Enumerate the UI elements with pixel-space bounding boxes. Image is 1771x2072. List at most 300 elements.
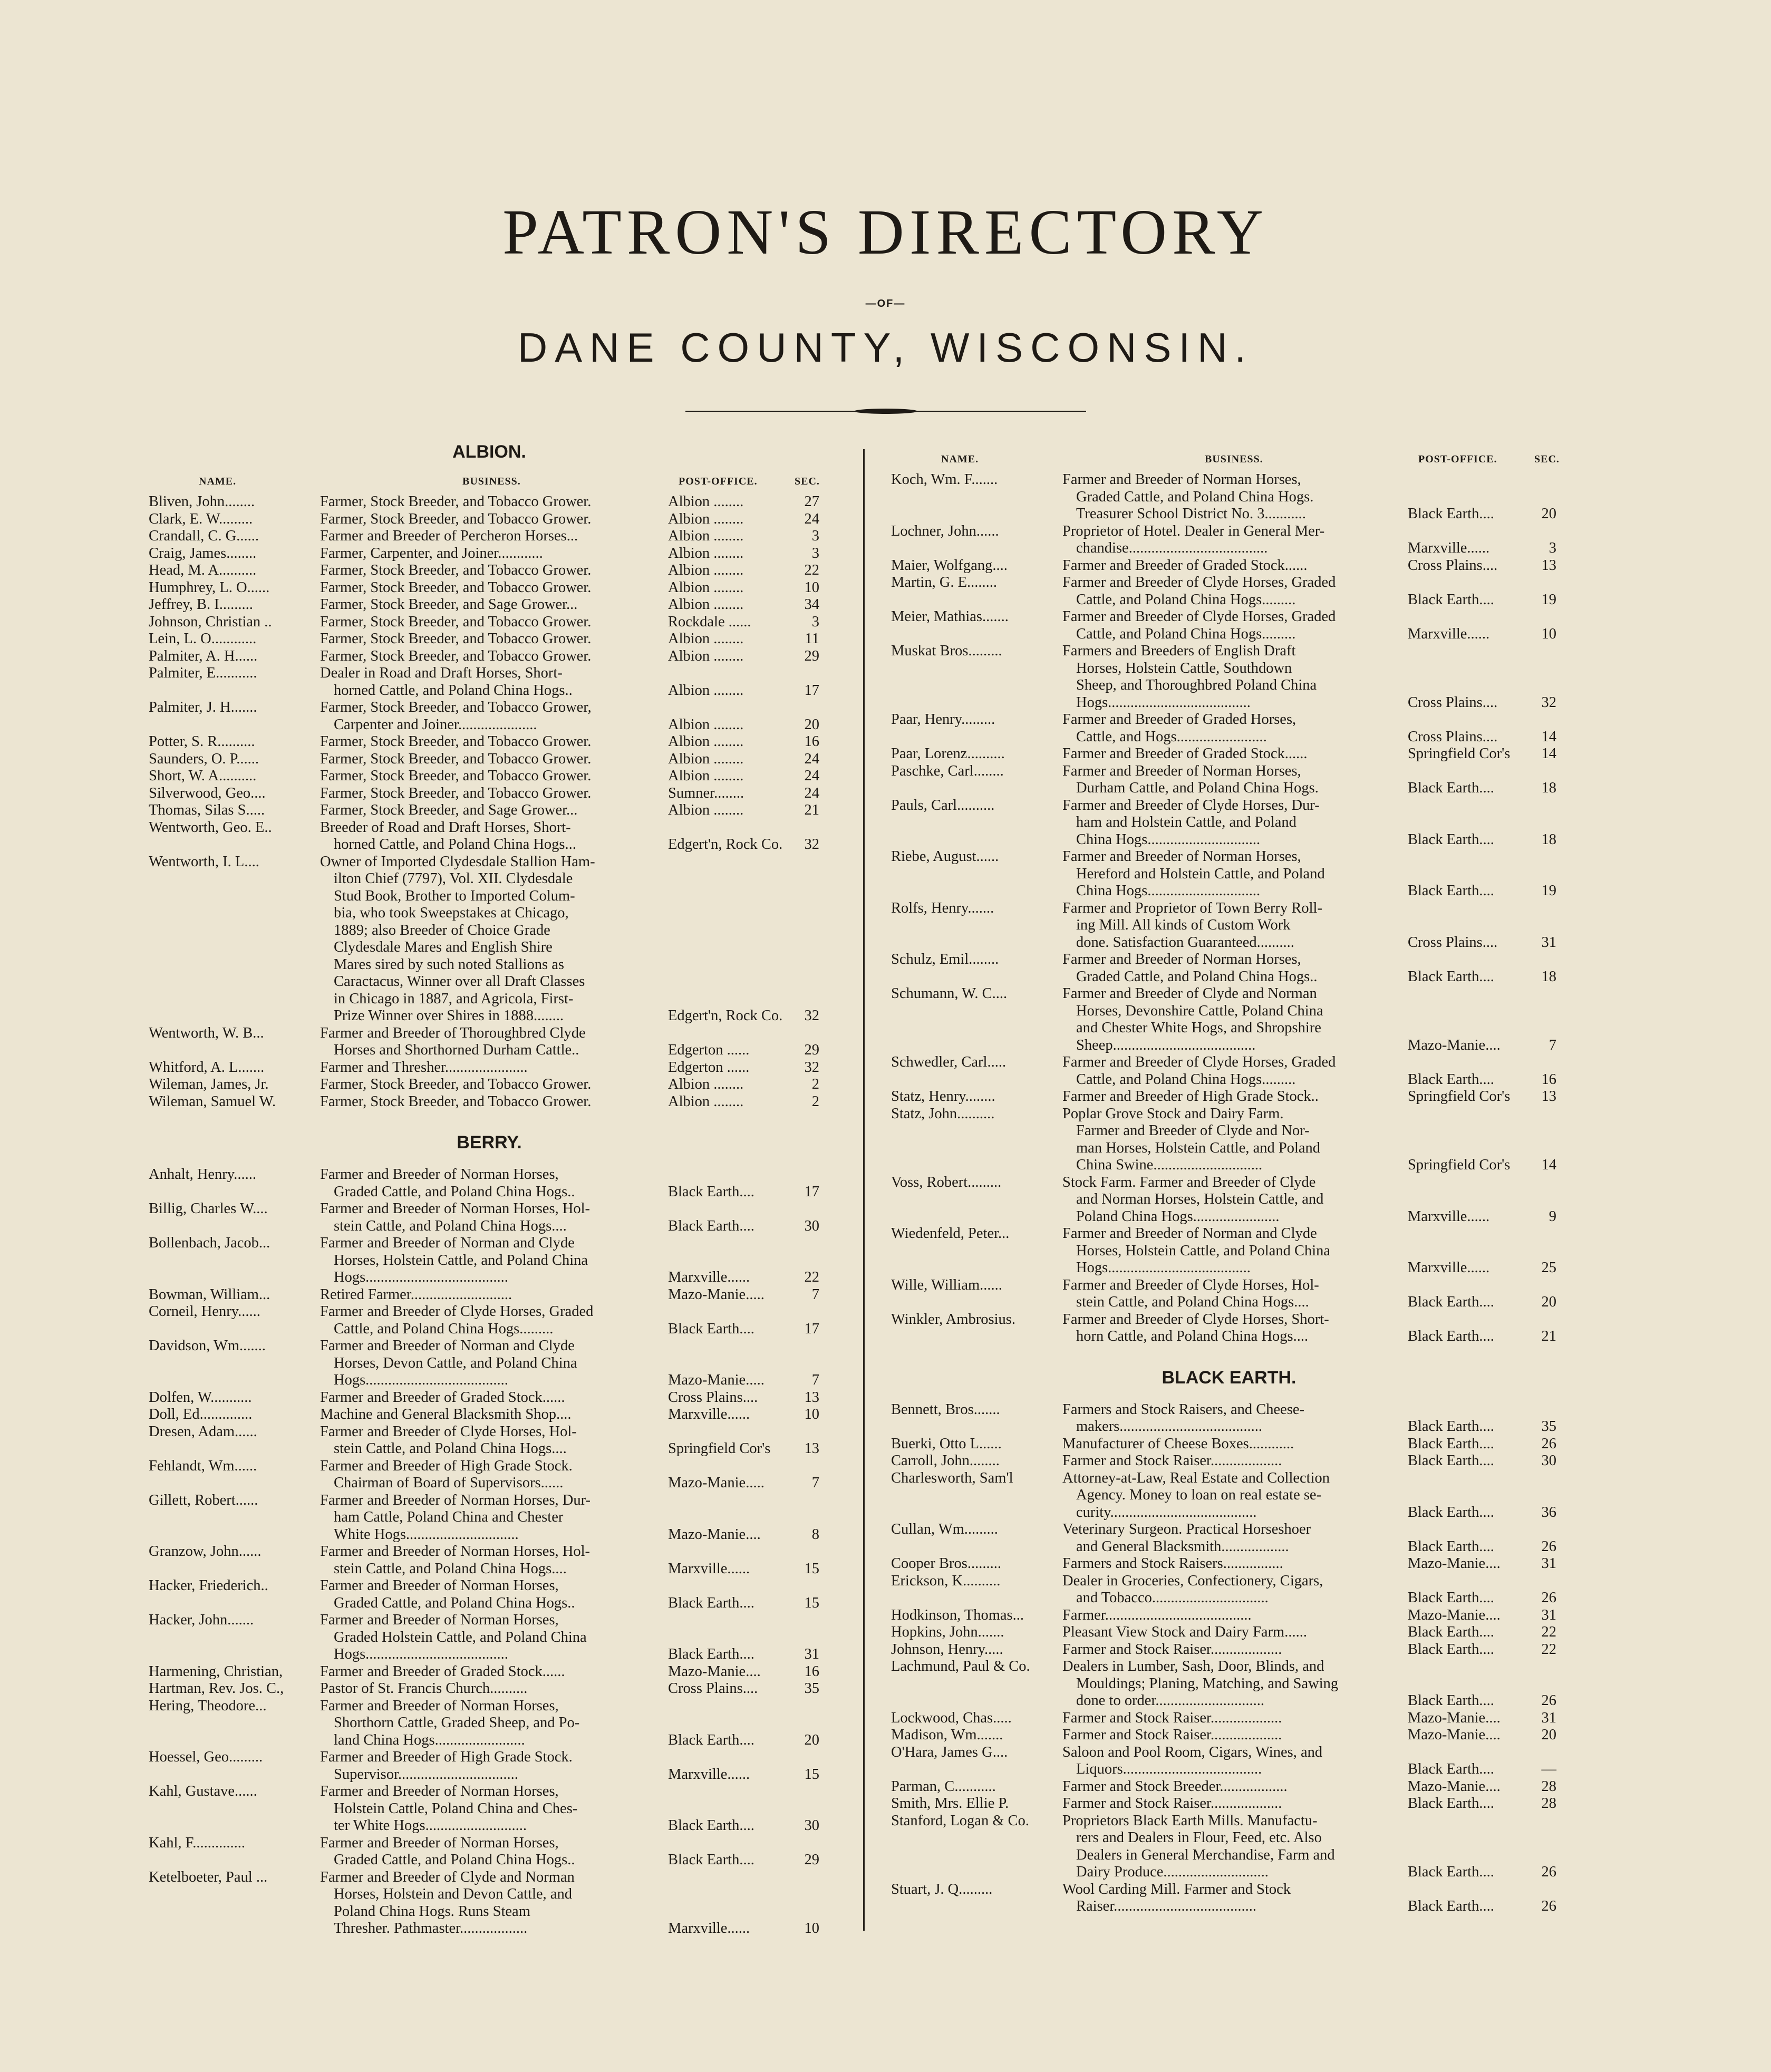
header-business: BUSINESS. — [462, 476, 521, 487]
business-line: Proprietors Black Earth Mills. Manufactu- — [1062, 1812, 1318, 1829]
patron-name: Wentworth, W. B... — [149, 1024, 264, 1041]
ornamental-rule — [685, 408, 1086, 414]
business-line: Holstein Cattle, Poland China and Ches- — [334, 1800, 578, 1817]
business-description — [1062, 1174, 1402, 1226]
directory-entry — [891, 1573, 1567, 1607]
post-office: Mazo-Manie.... — [1408, 1709, 1501, 1726]
business-description — [1062, 1710, 1402, 1727]
business-line: Farmer and Breeder of High Grade Stock. — [320, 1749, 573, 1765]
patron-name: Davidson, Wm....... — [149, 1338, 266, 1354]
business-line: Mares sired by such noted Stallions as — [334, 956, 564, 973]
patron-name: Cullan, Wm......... — [891, 1521, 998, 1537]
directory-entry — [891, 1813, 1567, 1881]
patron-name: Bowman, William... — [149, 1286, 270, 1303]
patron-name: Doll, Ed.............. — [149, 1406, 253, 1422]
business-description — [320, 648, 663, 665]
patron-name: Buerki, Otto L...... — [891, 1435, 1002, 1452]
directory-entry — [891, 1436, 1567, 1453]
left-column — [149, 443, 830, 1938]
patron-name: Humphrey, L. O...... — [149, 579, 270, 596]
business-line: Durham Cattle, and Poland China Hogs. — [1076, 780, 1319, 796]
patron-name: Hartman, Rev. Jos. C., — [149, 1680, 284, 1697]
business-line: Horses, Holstein Cattle, Southdown — [1076, 660, 1292, 676]
section-number: 27 — [804, 493, 819, 510]
section-number: 20 — [804, 1731, 819, 1748]
post-office: Black Earth.... — [1408, 1071, 1494, 1088]
header-name: NAME. — [941, 453, 979, 465]
section-number: 20 — [1541, 1727, 1556, 1743]
business-description — [320, 631, 663, 648]
post-office: Mazo-Manie.... — [1408, 1778, 1501, 1795]
section-gap — [891, 1345, 1567, 1369]
section-title: BERRY. — [457, 1132, 522, 1153]
directory-entry — [149, 1338, 830, 1389]
business-line: Farmer and Proprietor of Town Berry Roll- — [1062, 899, 1322, 916]
post-office: Cross Plains.... — [668, 1680, 758, 1697]
directory-entry — [149, 1663, 830, 1681]
section-number: 18 — [1541, 968, 1556, 985]
business-line: Farmer and Breeder of Norman Horses, — [320, 1577, 559, 1594]
business-line: and Norman Horses, Holstein Cattle, and — [1076, 1191, 1324, 1207]
patron-name: Crandall, C. G...... — [149, 528, 259, 544]
directory-entry — [891, 1795, 1567, 1813]
business-line: Farmer and Breeder of Norman Horses, Dur- — [320, 1492, 591, 1508]
post-office: Black Earth.... — [668, 1731, 754, 1748]
post-office: Springfield Cor's — [668, 1440, 771, 1457]
business-line: Farmer, Stock Breeder, and Tobacco Grower. — [320, 785, 592, 801]
business-line: Farmer and Breeder of Norman Horses, — [320, 1834, 559, 1851]
business-line: Farmer and Breeder of Norman Horses, — [1062, 762, 1301, 779]
post-office: Marxville...... — [1408, 540, 1490, 556]
section-number: 22 — [804, 562, 819, 578]
patron-name: Silverwood, Geo.... — [149, 785, 266, 801]
section-number: 22 — [1541, 1624, 1556, 1640]
section-number: 3 — [811, 613, 819, 630]
directory-entry — [149, 545, 830, 563]
business-line: Farmer and Breeder of Norman Horses, — [320, 1612, 559, 1628]
post-office: Black Earth.... — [1408, 968, 1494, 985]
business-line: Farmer and Breeder of Norman Horses, — [320, 1166, 559, 1183]
patron-name: Billig, Charles W.... — [149, 1200, 268, 1217]
business-line: Farmer, Stock Breeder, and Sage Grower... — [320, 596, 578, 613]
patron-name: Stanford, Logan & Co. — [891, 1812, 1030, 1829]
directory-entry — [891, 1277, 1567, 1311]
directory-entry — [149, 631, 830, 648]
business-line: Manufacturer of Cheese Boxes............ — [1062, 1435, 1294, 1452]
patron-name: Erickson, K.......... — [891, 1572, 1001, 1589]
business-description — [320, 1424, 663, 1458]
directory-entry — [149, 1235, 830, 1286]
business-description — [320, 1059, 663, 1077]
section-number: 16 — [804, 1663, 819, 1680]
business-line: Farmer and Breeder of Percheron Horses... — [320, 528, 578, 544]
business-line: man Horses, Holstein Cattle, and Poland — [1076, 1139, 1321, 1156]
directory-entry — [891, 1401, 1567, 1436]
business-description — [320, 1835, 663, 1869]
patron-name: Lockwood, Chas..... — [891, 1709, 1012, 1726]
section-number: 36 — [1541, 1504, 1556, 1521]
patron-name: Ketelboeter, Paul ... — [149, 1868, 268, 1885]
directory-entry — [149, 1612, 830, 1663]
business-line: Caractacus, Winner over all Draft Classes — [334, 973, 585, 990]
business-description — [320, 1663, 663, 1681]
business-description — [320, 1389, 663, 1407]
business-line: Farmer and Breeder of Norman Horses, — [1062, 848, 1301, 865]
section-number: 35 — [804, 1680, 819, 1697]
section-number: 29 — [804, 1852, 819, 1868]
column-headers — [891, 453, 1567, 471]
post-office: Black Earth.... — [1408, 1624, 1494, 1640]
business-line: Farmer, Stock Breeder, and Tobacco Grower, — [320, 699, 592, 715]
section-number: 31 — [1541, 934, 1556, 951]
business-description — [320, 1025, 663, 1059]
post-office: Marxville...... — [668, 1766, 750, 1783]
section-title: BLACK EARTH. — [1162, 1367, 1296, 1388]
business-description — [1062, 1555, 1402, 1573]
business-description — [1062, 1106, 1402, 1174]
business-line: Sheep, and Thoroughbred Poland China — [1076, 677, 1317, 693]
post-office: Albion ........ — [668, 493, 744, 510]
business-line: Poplar Grove Stock and Dairy Farm. — [1062, 1105, 1284, 1122]
business-line: Dairy Produce............................ — [1076, 1864, 1269, 1880]
patron-name: Bollenbach, Jacob... — [149, 1235, 270, 1251]
business-line: Poland China Hogs. Runs Steam — [334, 1903, 530, 1920]
directory-entry — [149, 579, 830, 597]
business-description — [320, 1166, 663, 1200]
business-line: Hereford and Holstein Cattle, and Poland — [1076, 865, 1325, 882]
business-line: horn Cattle, and Poland China Hogs.... — [1076, 1328, 1309, 1344]
business-line: done to order............................. — [1076, 1692, 1265, 1709]
business-description — [1062, 1088, 1402, 1106]
page-subtitle: DANE COUNTY, WISCONSIN. — [517, 324, 1254, 371]
post-office: Springfield Cor's — [1408, 1157, 1511, 1173]
patron-name: Paschke, Carl........ — [891, 762, 1004, 779]
business-line: Farmer, Stock Breeder, and Tobacco Grower. — [320, 768, 592, 784]
patron-name: O'Hara, James G.... — [891, 1744, 1008, 1760]
directory-entry — [891, 711, 1567, 745]
patron-name: Lein, L. O............ — [149, 631, 257, 647]
post-office: Mazo-Manie.... — [668, 1526, 761, 1543]
post-office: Mazo-Manie.... — [1408, 1727, 1501, 1743]
post-office: Black Earth.... — [1408, 506, 1494, 522]
business-line: Carpenter and Joiner..................... — [334, 716, 537, 733]
post-office: Cross Plains.... — [668, 1389, 758, 1406]
directory-entry — [149, 1166, 830, 1200]
business-line: Graded Cattle, and Poland China Hogs. — [1076, 488, 1314, 505]
business-line: Graded Cattle, and Poland China Hogs.. — [334, 1183, 575, 1200]
patron-name: Schumann, W. C.... — [891, 985, 1008, 1002]
business-line: Hogs...................................... — [1076, 694, 1251, 711]
business-line: ham Cattle, Poland China and Chester — [334, 1509, 564, 1525]
business-description — [320, 528, 663, 545]
directory-entry — [149, 1869, 830, 1938]
patron-name: Wileman, Samuel W. — [149, 1093, 276, 1110]
section-number: 15 — [804, 1560, 819, 1577]
patron-name: Statz, Henry........ — [891, 1088, 995, 1105]
patron-name: Koch, Wm. F....... — [891, 471, 998, 488]
business-line: Hogs...................................... — [334, 1372, 508, 1388]
post-office: Black Earth.... — [1408, 1795, 1494, 1812]
business-line: makers...................................... — [1076, 1418, 1263, 1435]
business-description — [1062, 1607, 1402, 1624]
patron-name: Saunders, O. P...... — [149, 750, 259, 767]
section-number: 20 — [804, 716, 819, 733]
business-line: Treasurer School District No. 3........... — [1076, 506, 1306, 522]
business-description — [320, 1612, 663, 1663]
business-description — [320, 785, 663, 802]
directory-entry — [891, 797, 1567, 849]
business-description — [1062, 643, 1402, 711]
section-number: 10 — [804, 1406, 819, 1422]
patron-name: Martin, G. E........ — [891, 574, 998, 590]
business-description — [320, 1698, 663, 1749]
business-description — [1062, 1795, 1402, 1813]
post-office: Albion ........ — [668, 510, 744, 527]
post-office: Black Earth.... — [1408, 780, 1494, 796]
section-number: 32 — [1541, 694, 1556, 711]
patron-name: Head, M. A.......... — [149, 562, 257, 578]
business-line: horned Cattle, and Poland China Hogs.. — [334, 682, 573, 699]
business-line: Farmer and Breeder of Norman Horses, — [320, 1783, 559, 1799]
directory-entry — [149, 751, 830, 768]
directory-entry — [891, 985, 1567, 1054]
patron-name: Lachmund, Paul & Co. — [891, 1658, 1030, 1674]
section-number: 26 — [1541, 1898, 1556, 1914]
business-line: Farmer and Breeder of Norman and Clyde — [320, 1235, 575, 1251]
post-office: Cross Plains.... — [1408, 934, 1498, 951]
section-number: 16 — [804, 733, 819, 750]
directory-entry — [891, 523, 1567, 557]
business-description — [320, 1200, 663, 1235]
patron-name: Pauls, Carl.......... — [891, 797, 995, 814]
section-number: 7 — [1549, 1037, 1556, 1053]
business-description — [1062, 711, 1402, 745]
business-line: Farmer, Stock Breeder, and Tobacco Grower. — [320, 647, 592, 664]
business-description — [320, 1338, 663, 1389]
business-description — [1062, 1624, 1402, 1641]
patron-name: Riebe, August...... — [891, 848, 999, 865]
post-office: Sumner........ — [668, 785, 744, 801]
business-line: Chairman of Board of Supervisors...... — [334, 1475, 564, 1491]
patron-name: Anhalt, Henry...... — [149, 1166, 256, 1183]
section-number: 26 — [1541, 1435, 1556, 1452]
business-line: White Hogs.............................. — [334, 1526, 519, 1543]
business-line: Farmer and Breeder of Norman and Clyde — [320, 1338, 575, 1354]
business-line: Farmer and Breeder of Thoroughbred Clyde — [320, 1024, 586, 1041]
business-line: Farmer and Breeder of Norman and Clyde — [1062, 1225, 1317, 1242]
post-office: Mazo-Manie.... — [668, 1663, 761, 1680]
directory-entry — [149, 1059, 830, 1077]
business-description — [320, 579, 663, 597]
section-number: 9 — [1549, 1208, 1556, 1225]
post-office: Albion ........ — [668, 802, 744, 818]
patron-name: Jeffrey, B. I......... — [149, 596, 253, 613]
directory-entry — [149, 819, 830, 854]
business-line: 1889; also Breeder of Choice Grade — [334, 922, 550, 938]
business-description — [1062, 1054, 1402, 1088]
business-description — [320, 1783, 663, 1835]
section-number: 29 — [804, 647, 819, 664]
business-line: Farmer and Breeder of Graded Stock...... — [1062, 745, 1308, 762]
patron-name: Bennett, Bros....... — [891, 1401, 1000, 1418]
business-description — [1062, 557, 1402, 575]
business-line: stein Cattle, and Poland China Hogs.... — [1076, 1294, 1309, 1310]
business-line: in Chicago in 1887, and Agricola, First- — [334, 990, 574, 1007]
directory-entry — [891, 745, 1567, 763]
business-line: Farmers and Breeders of English Draft — [1062, 643, 1296, 659]
business-line: Saloon and Pool Room, Cigars, Wines, and — [1062, 1744, 1323, 1760]
directory-entry — [149, 493, 830, 511]
patron-name: Wille, William...... — [891, 1276, 1002, 1293]
section-number: 2 — [811, 1093, 819, 1110]
business-description — [320, 1458, 663, 1492]
directory-entry — [891, 1311, 1567, 1345]
business-line: Dealers in Lumber, Sash, Door, Blinds, and — [1062, 1658, 1324, 1674]
patron-name: Kahl, Gustave...... — [149, 1783, 257, 1799]
section-number: 19 — [1541, 883, 1556, 899]
business-line: Farmer and Stock Raiser................... — [1062, 1727, 1282, 1743]
business-line: and Tobacco............................... — [1076, 1590, 1269, 1606]
header-business: BUSINESS. — [1205, 453, 1263, 465]
post-office: Mazo-Manie.... — [1408, 1606, 1501, 1623]
directory-entry — [149, 511, 830, 528]
section-number: 18 — [1541, 780, 1556, 796]
patron-name: Palmiter, A. H...... — [149, 647, 258, 664]
business-line: Machine and General Blacksmith Shop.... — [320, 1406, 572, 1422]
title-connector: —OF— — [865, 298, 906, 309]
section-number: 24 — [804, 785, 819, 801]
business-line: Farmer and Thresher...................... — [320, 1059, 528, 1076]
patron-name: Paar, Lorenz.......... — [891, 745, 1005, 762]
directory-entry — [149, 768, 830, 785]
business-line: Horses, Holstein Cattle, and Poland China — [334, 1252, 588, 1269]
post-office: Black Earth.... — [668, 1217, 754, 1234]
post-office: Marxville...... — [1408, 1260, 1490, 1276]
directory-entry — [149, 648, 830, 665]
section-number: 29 — [804, 1042, 819, 1058]
business-line: Farmer and Breeder of Clyde Horses, Hol- — [1062, 1276, 1319, 1293]
section-number: 28 — [1541, 1778, 1556, 1795]
patron-name: Rolfs, Henry....... — [891, 899, 994, 916]
patron-name: Wentworth, Geo. E.. — [149, 819, 272, 836]
section-spacer — [891, 443, 1567, 453]
patron-name: Voss, Robert......... — [891, 1174, 1002, 1190]
post-office: Black Earth.... — [1408, 1864, 1494, 1880]
directory-entry — [149, 1025, 830, 1059]
business-line: Horses, Holstein and Devon Cattle, and — [334, 1886, 572, 1902]
post-office: Albion ........ — [668, 750, 744, 767]
business-line: Mouldings; Planing, Matching, and Sawing — [1076, 1675, 1339, 1692]
directory-entry — [891, 1054, 1567, 1088]
patron-name: Hacker, John....... — [149, 1612, 254, 1628]
section-number: 10 — [1541, 625, 1556, 642]
post-office: Rockdale ...... — [668, 613, 751, 630]
patron-name: Short, W. A.......... — [149, 768, 257, 784]
business-description — [320, 545, 663, 563]
post-office: Albion ........ — [668, 768, 744, 784]
business-line: Farmer and Breeder of Clyde Horses, Graded — [320, 1303, 594, 1320]
post-office: Edgerton ...... — [668, 1042, 750, 1058]
business-line: Farmer, Stock Breeder, and Tobacco Grower. — [320, 493, 592, 510]
section-number: 30 — [804, 1217, 819, 1234]
business-line: Stock Farm. Farmer and Breeder of Clyde — [1062, 1174, 1316, 1190]
directory-entry — [891, 848, 1567, 900]
business-line: Farmer and Breeder of Graded Stock...... — [1062, 557, 1308, 574]
post-office: Marxville...... — [1408, 625, 1490, 642]
directory-entry — [149, 1492, 830, 1544]
business-description — [320, 854, 663, 1025]
business-line: Farmer and Breeder of Clyde and Norman — [1062, 985, 1317, 1002]
business-description — [320, 1577, 663, 1612]
business-description — [320, 1749, 663, 1783]
directory-entry — [891, 1658, 1567, 1710]
patron-name: Granzow, John...... — [149, 1543, 262, 1560]
business-line: Hogs...................................... — [1076, 1260, 1251, 1276]
section-number: 20 — [1541, 506, 1556, 522]
business-line: Farmer and Breeder of Clyde and Nor- — [1076, 1122, 1310, 1139]
business-line: Proprietor of Hotel. Dealer in General Mer- — [1062, 522, 1325, 539]
patron-name: Johnson, Christian .. — [149, 613, 272, 630]
directory-entry — [149, 1389, 830, 1407]
business-line: Farmer, Carpenter, and Joiner............ — [320, 545, 543, 561]
section-number: 28 — [1541, 1795, 1556, 1812]
business-description — [320, 1680, 663, 1698]
directory-entry — [891, 1453, 1567, 1470]
business-line: ham and Holstein Cattle, and Poland — [1076, 814, 1296, 830]
business-line: Liquors..................................... — [1076, 1761, 1262, 1777]
business-description — [320, 699, 663, 733]
business-line: Farmer, Stock Breeder, and Tobacco Grower. — [320, 750, 592, 767]
post-office: Cross Plains.... — [1408, 694, 1498, 711]
directory-entry — [891, 1778, 1567, 1796]
business-line: Horses, Holstein Cattle, and Poland China — [1076, 1242, 1331, 1259]
directory-entry — [891, 471, 1567, 523]
business-line: horned Cattle, and Poland China Hogs... — [334, 836, 576, 853]
business-description — [320, 768, 663, 785]
directory-entry — [891, 643, 1567, 711]
business-line: Farmer and Breeder of Clyde Horses, Graded — [1062, 608, 1336, 625]
patron-name: Wentworth, I. L.... — [149, 853, 259, 870]
business-line: ing Mill. All kinds of Custom Work — [1076, 917, 1291, 933]
post-office: Black Earth.... — [1408, 1761, 1494, 1777]
business-line: Cattle, and Poland China Hogs......... — [334, 1320, 554, 1337]
business-description — [1062, 1573, 1402, 1607]
section-number: 24 — [804, 768, 819, 784]
business-description — [1062, 985, 1402, 1054]
directory-entry — [149, 802, 830, 819]
post-office: Edgerton ...... — [668, 1059, 750, 1076]
business-line: China Swine............................. — [1076, 1157, 1263, 1173]
business-description — [1062, 1727, 1402, 1744]
directory-entry — [149, 1680, 830, 1698]
post-office: Black Earth.... — [1408, 1641, 1494, 1658]
patron-name: Bliven, John........ — [149, 493, 255, 510]
business-line: Farmer and Stock Breeder.................. — [1062, 1778, 1288, 1795]
patron-name: Johnson, Henry..... — [891, 1641, 1003, 1658]
business-line: Farmer and Breeder of Norman Horses, — [320, 1697, 559, 1714]
post-office: Black Earth.... — [668, 1646, 754, 1662]
business-line: Farmer, Stock Breeder, and Sage Grower... — [320, 802, 578, 818]
directory-entry — [149, 1458, 830, 1492]
business-description — [320, 1076, 663, 1093]
section-number: 11 — [805, 631, 819, 647]
patron-name: Kahl, F.............. — [149, 1834, 245, 1851]
business-description — [1062, 951, 1402, 985]
directory-entry — [149, 1577, 830, 1612]
post-office: Black Earth.... — [668, 1320, 754, 1337]
business-line: and Chester White Hogs, and Shropshire — [1076, 1020, 1321, 1036]
business-description — [320, 819, 663, 854]
